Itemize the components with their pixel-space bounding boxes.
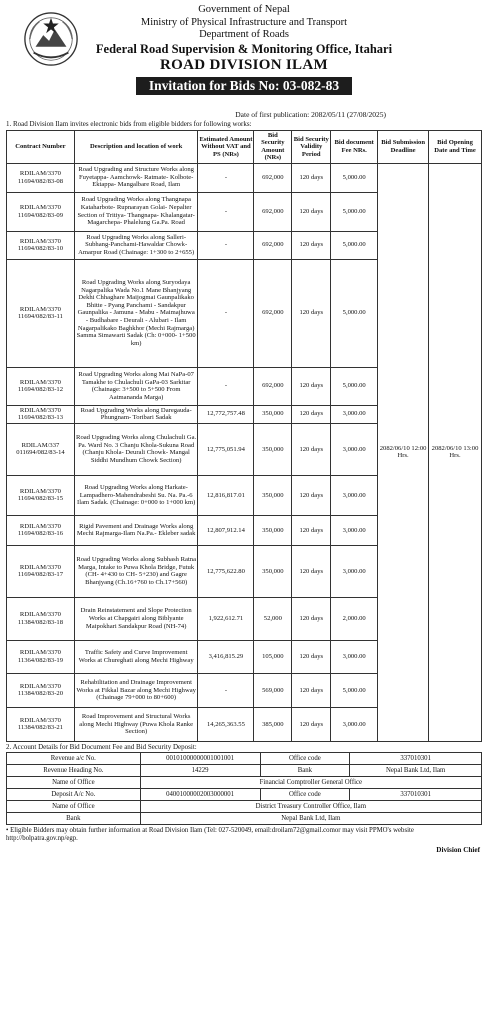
estimated-amount: - (198, 163, 254, 192)
bid-security: 52,000 (254, 597, 292, 640)
bid-security: 350,000 (254, 423, 292, 475)
estimated-amount: - (198, 192, 254, 231)
division-title: ROAD DIVISION ILAM (160, 56, 328, 73)
document-fee: 5,000.00 (331, 259, 378, 367)
bid-security: 350,000 (254, 545, 292, 597)
revenue-ac-label: Revenue a/c No. (7, 752, 141, 764)
header-fee: Bid document Fee NRs. (331, 131, 378, 164)
name-office-value: Financial Comptroller General Office (140, 776, 481, 788)
contract-number: RDILAM/3370 11694/082/83-17 (7, 545, 75, 597)
contract-number: RDILAM/3370 11694/082/83-11 (7, 259, 75, 367)
validity-period: 120 days (292, 259, 331, 367)
name-office-label: Name of Office (7, 800, 141, 812)
document-fee: 3,000.00 (331, 423, 378, 475)
table-row (7, 800, 482, 812)
invitation-banner: Invitation for Bids No: 03-082-83 (136, 77, 352, 95)
header-description: Description and location of work (74, 131, 198, 164)
bid-security: 692,000 (254, 367, 292, 405)
bid-security: 105,000 (254, 640, 292, 673)
contract-number: RDILAM/3370 11694/082/83-10 (7, 231, 75, 259)
work-description: Road Upgrading Works along Harkate-Lampadhero-Mahendrabeshi Su. Na. Pa.-6 Ilam Sadak. (Chainage: 0+000 to 1+000 km) (74, 475, 198, 515)
work-description: Drain Reinstatement and Slope Protection Works at Chapgairi along Biblyante Maipokhari Sandakpur Road (NH-74) (74, 597, 198, 640)
work-description: Road Upgrading Works along Thangnapa Kataharbote- Rupnarayan Golai- Nepalter Section of Tritiya- Thangnapa- Khalangatar-Magarchepa- Phalelung Ga.Pa. Road (74, 192, 198, 231)
document-fee: 5,000.00 (331, 192, 378, 231)
bids-table-body (7, 163, 482, 741)
validity-period: 120 days (292, 545, 331, 597)
opening-date: 2082/06/10 13:00 Hrs. (429, 163, 482, 741)
office-title: Federal Road Supervision & Monitoring Office, Itahari (95, 41, 393, 56)
validity-period: 120 days (292, 597, 331, 640)
validity-period: 120 days (292, 673, 331, 707)
contract-number: RDILAM/3370 11384/082/83-21 (7, 707, 75, 741)
bids-table (6, 130, 482, 742)
office-code-value: 337010301 (350, 788, 482, 800)
table-row (7, 163, 482, 192)
contract-number: RDILAM/3370 11694/082/83-08 (7, 163, 75, 192)
office-code-value: 337010301 (350, 752, 482, 764)
estimated-amount: - (198, 231, 254, 259)
estimated-amount: 12,772,757.48 (198, 405, 254, 423)
header-validity: Bid Security Validity Period (292, 131, 331, 164)
document-fee: 5,000.00 (331, 231, 378, 259)
bid-security: 350,000 (254, 405, 292, 423)
bid-security: 692,000 (254, 192, 292, 231)
document-fee: 2,000.00 (331, 597, 378, 640)
table-row (7, 776, 482, 788)
table-row (7, 752, 482, 764)
bid-security: 692,000 (254, 259, 292, 367)
department-title: Department of Roads (199, 29, 289, 40)
estimated-amount: - (198, 367, 254, 405)
office-code-label: Office code (260, 788, 350, 800)
estimated-amount: 12,775,622.80 (198, 545, 254, 597)
estimated-amount: 1,922,612.71 (198, 597, 254, 640)
table-row (7, 788, 482, 800)
document-fee: 3,000.00 (331, 405, 378, 423)
contract-number: RDILAM/3370 11384/082/83-20 (7, 673, 75, 707)
header-contract: Contract Number (7, 131, 75, 164)
header-opening: Bid Opening Date and Time (429, 131, 482, 164)
contract-number: RDILAM/3370 11694/082/83-16 (7, 515, 75, 545)
work-description: Road Improvement and Structural Works along Mechi Highway (Puwa Khola Ranke Section) (74, 707, 198, 741)
work-description: Road Upgrading Works along Subhash Ratna Marga, Intake to Puwa Khola Bridge, Futuk (CH- 4+430 to CH- 5+230) and Gagre Bhanjyang (Ch.16+760 to Ch.17+560) (74, 545, 198, 597)
account-table (6, 752, 482, 825)
deposit-ac-label: Deposit A/c No. (7, 788, 141, 800)
submission-deadline: 2082/06/10 12:00 Hrs. (378, 163, 429, 741)
header-estimate: Estimated Amount Without VAT and PS (NRs) (198, 131, 254, 164)
work-description: Road Upgrading Works along Daregauda- Phungnam- Toribari Sadak (74, 405, 198, 423)
office-code-label: Office code (260, 752, 350, 764)
work-description: Road Upgrading and Structure Works along Fuyetappa- Aamchowk- Ratmate- Kolbote- Ektappa- Mangalbare Road, Ilam (74, 163, 198, 192)
intro-text: 1. Road Division Ilam invites electronic bids from eligible bidders for following works: (6, 120, 252, 128)
contract-number: RDILAM/3370 11694/082/83-09 (7, 192, 75, 231)
work-description: Road Upgrading Works along Chulachuli Ga. Pa. Ward No. 3 Chanju Khola-Sukuna Road (Chanju Khola- Deurali Chowk- Mangal Siddhi Mundhum Chowk Section) (74, 423, 198, 475)
estimated-amount: 12,775,051.94 (198, 423, 254, 475)
table-header-row (7, 131, 482, 164)
revenue-ac-value: 00101000000001001001 (140, 752, 260, 764)
document-fee: 3,000.00 (331, 475, 378, 515)
work-description: Traffic Safety and Curve Improvement Works at Chureghati along Mechi Highway (74, 640, 198, 673)
work-description: Road Upgrading Works along Mai NaPa-07 Tamakhe to Chulachuli GaPa-03 Sarkitar (Chainage: 3+500 to 5+500 From Aatmananda Marga) (74, 367, 198, 405)
deposit-ac-value: 04001000002003000001 (140, 788, 260, 800)
header-security: Bid Security Amount (NRs) (254, 131, 292, 164)
contract-number: RDILAM/3370 11694/082/83-15 (7, 475, 75, 515)
bid-security: 385,000 (254, 707, 292, 741)
validity-period: 120 days (292, 707, 331, 741)
estimated-amount: - (198, 259, 254, 367)
contract-number: RDILAM/337 011694/082/83-14 (7, 423, 75, 475)
revenue-heading-value: 14229 (140, 764, 260, 776)
work-description: Rehabilitation and Drainage Improvement Works at Fikkal Bazar along Mechi Highway (Chainage 79+000 to 80+600) (74, 673, 198, 707)
document-fee: 3,000.00 (331, 640, 378, 673)
validity-period: 120 days (292, 640, 331, 673)
bid-security: 350,000 (254, 515, 292, 545)
validity-period: 120 days (292, 515, 331, 545)
document-fee: 3,000.00 (331, 515, 378, 545)
header-deadline: Bid Submission Deadline (378, 131, 429, 164)
work-description: Road Upgrading Works along Salleri-Subhang-Panchami-Hawaldar Chowk-Amarpur Road (Chainage: 1+300 to 2+655) (74, 231, 198, 259)
contract-number: RDILAM/3370 11384/082/83-18 (7, 597, 75, 640)
document-fee: 5,000.00 (331, 367, 378, 405)
name-office-label: Name of Office (7, 776, 141, 788)
nepal-emblem-icon (22, 10, 80, 68)
bank-label: Bank (7, 812, 141, 824)
header (6, 4, 482, 108)
estimated-amount: 12,816,817.01 (198, 475, 254, 515)
bid-security: 350,000 (254, 475, 292, 515)
bid-security: 692,000 (254, 231, 292, 259)
bid-security: 692,000 (254, 163, 292, 192)
account-section-title: 2. Account Details for Bid Document Fee and Bid Security Deposit: (6, 742, 197, 751)
estimated-amount: - (198, 673, 254, 707)
document-fee: 5,000.00 (331, 163, 378, 192)
estimated-amount: 3,416,815.29 (198, 640, 254, 673)
name-office-value: District Treasury Controller Office, Ilam (140, 800, 481, 812)
table-row (7, 812, 482, 824)
document-fee: 3,000.00 (331, 545, 378, 597)
contract-number: RDILAM/3370 11694/082/83-12 (7, 367, 75, 405)
work-description: Rigid Pavement and Drainage Works along Mechi Rajmarga-Ilam Na.Pa.- Ekleber sadak (74, 515, 198, 545)
validity-period: 120 days (292, 405, 331, 423)
ministry-title: Ministry of Physical Infrastructure and Transport (140, 16, 348, 28)
table-row (7, 764, 482, 776)
validity-period: 120 days (292, 475, 331, 515)
document-fee: 5,000.00 (331, 673, 378, 707)
bank-value: Nepal Bank Ltd, Ilam (140, 812, 481, 824)
document-fee: 3,000.00 (331, 707, 378, 741)
contract-number: RDILAM/3370 11364/082/83-19 (7, 640, 75, 673)
bank-value: Nepal Bank Ltd, Ilam (350, 764, 482, 776)
estimated-amount: 14,265,363.55 (198, 707, 254, 741)
bid-security: 569,000 (254, 673, 292, 707)
signature: Division Chief (436, 845, 480, 854)
validity-period: 120 days (292, 192, 331, 231)
contract-number: RDILAM/3370 11694/082/83-13 (7, 405, 75, 423)
validity-period: 120 days (292, 423, 331, 475)
bank-label: Bank (260, 764, 350, 776)
info-note: • Eligible Bidders may obtain further information at Road Division Ilam (Tel: 027-520049, email:droilam72@gmail.comor may visit PPMO's website http://bolpatra.gov.np/egp. (6, 826, 414, 842)
estimated-amount: 12,807,912.14 (198, 515, 254, 545)
validity-period: 120 days (292, 231, 331, 259)
validity-period: 120 days (292, 163, 331, 192)
publication-date: Date of first publication: 2082/05/11 (27/08/2025) (235, 110, 386, 119)
work-description: Road Upgrading Works along Suryodaya Nagarpalika Wada No.1 Mane Bhanjyang Dekhi Chhaghare Maijogmai Gaunpalikako Bhitte - Pyang Panchami - Sandakpur Gaunpalika - Jamuna - Mabu - Maimajhuwa - Budhabare - Deurali - Alubari - Ilam Nagarpalikako Baghkhor (Mechi Rajmarga) Samma Simawarti Sadak (Ch: 0+000- 1+500 km) (74, 259, 198, 367)
validity-period: 120 days (292, 367, 331, 405)
gov-title: Government of Nepal (198, 4, 290, 15)
revenue-heading-label: Revenue Heading No. (7, 764, 141, 776)
